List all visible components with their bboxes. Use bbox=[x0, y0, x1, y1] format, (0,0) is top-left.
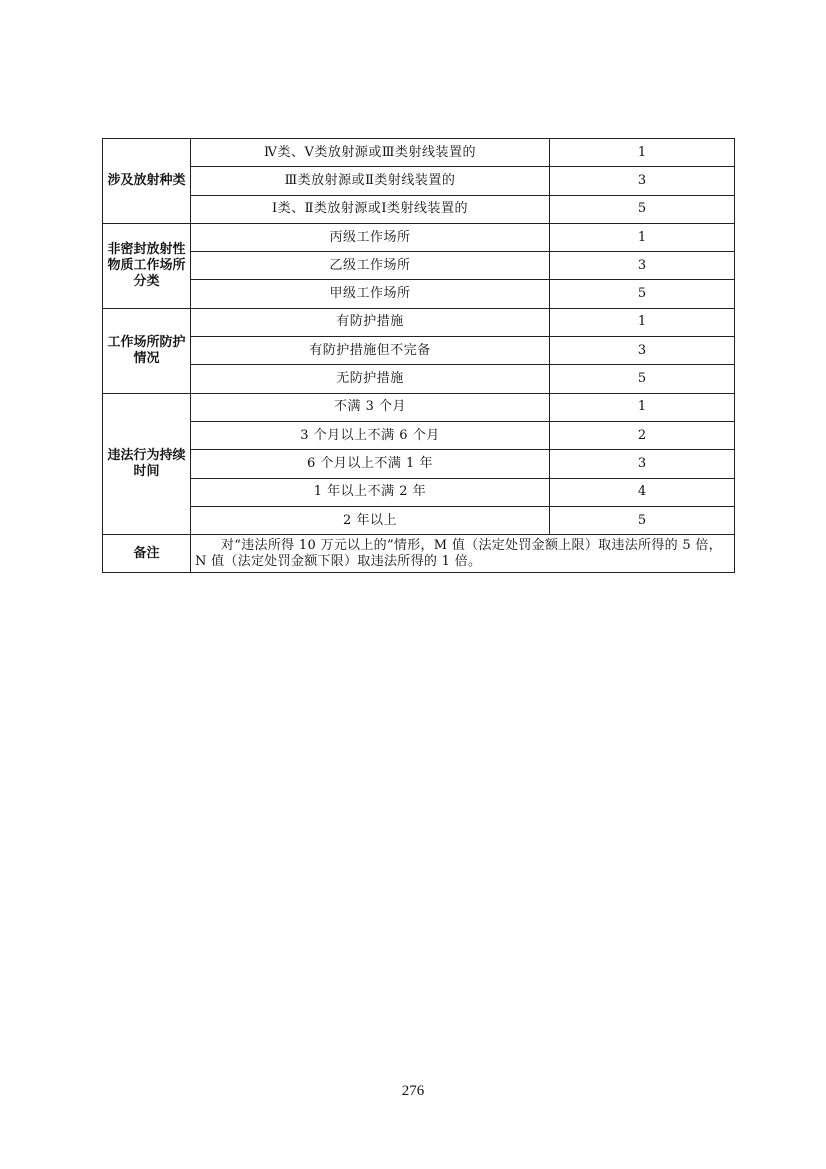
row-description: 有防护措施但不完备 bbox=[191, 337, 550, 365]
row-description: Ⅳ类、Ⅴ类放射源或Ⅲ类射线装置的 bbox=[191, 139, 550, 167]
row-description: 3 个月以上不满 6 个月 bbox=[191, 421, 550, 449]
table-row bbox=[103, 393, 735, 421]
row-description: 甲级工作场所 bbox=[191, 280, 550, 308]
row-score: 1 bbox=[550, 308, 735, 336]
scoring-table bbox=[102, 138, 735, 573]
row-description: 乙级工作场所 bbox=[191, 252, 550, 280]
row-description: 有防护措施 bbox=[191, 308, 550, 336]
category-unsealed-workplace-class: 非密封放射性物质工作场所分类 bbox=[103, 223, 191, 308]
row-score: 5 bbox=[550, 195, 735, 223]
page-number: 276 bbox=[401, 1083, 425, 1099]
row-score: 5 bbox=[550, 280, 735, 308]
table-row bbox=[103, 450, 735, 478]
row-description: 2 年以上 bbox=[191, 506, 550, 534]
row-description: 不满 3 个月 bbox=[191, 393, 550, 421]
table-row bbox=[103, 167, 735, 195]
row-score: 5 bbox=[550, 365, 735, 393]
row-description: 无防护措施 bbox=[191, 365, 550, 393]
row-score: 1 bbox=[550, 393, 735, 421]
row-score: 1 bbox=[550, 139, 735, 167]
row-score: 3 bbox=[550, 252, 735, 280]
table-row bbox=[103, 478, 735, 506]
table-row bbox=[103, 506, 735, 534]
row-description: 丙级工作场所 bbox=[191, 223, 550, 251]
category-violation-duration: 违法行为持续时间 bbox=[103, 393, 191, 534]
note-label: 备注 bbox=[103, 535, 191, 573]
table-row bbox=[103, 337, 735, 365]
table-row bbox=[103, 308, 735, 336]
table-row bbox=[103, 195, 735, 223]
row-description: 1 年以上不满 2 年 bbox=[191, 478, 550, 506]
row-description: Ⅲ类放射源或Ⅱ类射线装置的 bbox=[191, 167, 550, 195]
table-row bbox=[103, 280, 735, 308]
row-score: 5 bbox=[550, 506, 735, 534]
table-row bbox=[103, 223, 735, 251]
category-radiation-type: 涉及放射种类 bbox=[103, 139, 191, 224]
row-description: Ⅰ类、Ⅱ类放射源或Ⅰ类射线装置的 bbox=[191, 195, 550, 223]
table-row bbox=[103, 139, 735, 167]
category-workplace-protection: 工作场所防护情况 bbox=[103, 308, 191, 393]
row-description: 6 个月以上不满 1 年 bbox=[191, 450, 550, 478]
row-score: 3 bbox=[550, 337, 735, 365]
row-score: 4 bbox=[550, 478, 735, 506]
note-row bbox=[103, 535, 735, 573]
table-row bbox=[103, 252, 735, 280]
table-row bbox=[103, 421, 735, 449]
note-text: 对“违法所得 10 万元以上的”情形，M 值（法定处罚金额上限）取违法所得的 5 倍，N 值（法定处罚金额下限）取违法所得的 1 倍。 bbox=[191, 535, 735, 573]
row-score: 3 bbox=[550, 450, 735, 478]
row-score: 3 bbox=[550, 167, 735, 195]
row-score: 2 bbox=[550, 421, 735, 449]
row-score: 1 bbox=[550, 223, 735, 251]
table-row bbox=[103, 365, 735, 393]
